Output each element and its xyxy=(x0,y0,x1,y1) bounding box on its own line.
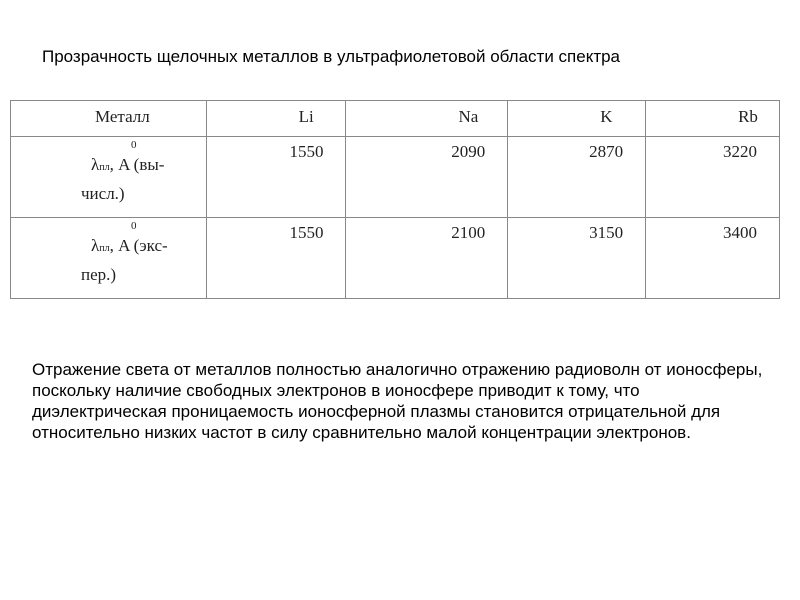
row-label-calculated xyxy=(11,137,207,218)
lambda-symbol: λ xyxy=(91,236,100,255)
lambda-subscript: пл xyxy=(99,243,110,254)
cell-value: 3220 xyxy=(646,137,780,218)
unit-line-1: , A (экс- xyxy=(109,236,168,255)
table-header-row xyxy=(11,101,780,137)
cell-value: 2100 xyxy=(346,218,508,299)
header-na: Na xyxy=(346,101,508,137)
unit-line-2: пер.) xyxy=(81,265,117,284)
alkali-metals-table xyxy=(10,100,780,299)
cell-value: 3150 xyxy=(508,218,646,299)
lambda-symbol: λ xyxy=(91,155,100,174)
cell-value: 1550 xyxy=(206,218,346,299)
unit-line-1: , A (вы- xyxy=(109,155,165,174)
header-k: K xyxy=(508,101,646,137)
cell-value: 2090 xyxy=(346,137,508,218)
angstrom-mark: 0 xyxy=(131,220,137,232)
cell-value: 1550 xyxy=(206,137,346,218)
header-rb: Rb xyxy=(646,101,780,137)
cell-value: 3400 xyxy=(646,218,780,299)
table-row xyxy=(11,218,780,299)
cell-value: 2870 xyxy=(508,137,646,218)
header-metal: Металл xyxy=(11,101,207,137)
lambda-subscript: пл xyxy=(99,162,110,173)
header-li: Li xyxy=(206,101,346,137)
angstrom-mark: 0 xyxy=(131,139,137,151)
page-title: Прозрачность щелочных металлов в ультрафиолетовой области спектра xyxy=(42,47,621,66)
row-label-experimental xyxy=(11,218,207,299)
table-row xyxy=(11,137,780,218)
body-paragraph: Отражение света от металлов полностью аналогично отражению радиоволн от ионосферы, поскольку наличие свободных электронов в ионосфере приводит к тому, что диэлектрическая проницаемость ионосферной плазмы становится отрицательной для относительно низких частот в силу сравнительно малой концентрации электронов. xyxy=(32,360,763,442)
unit-line-2: числ.) xyxy=(81,184,125,203)
